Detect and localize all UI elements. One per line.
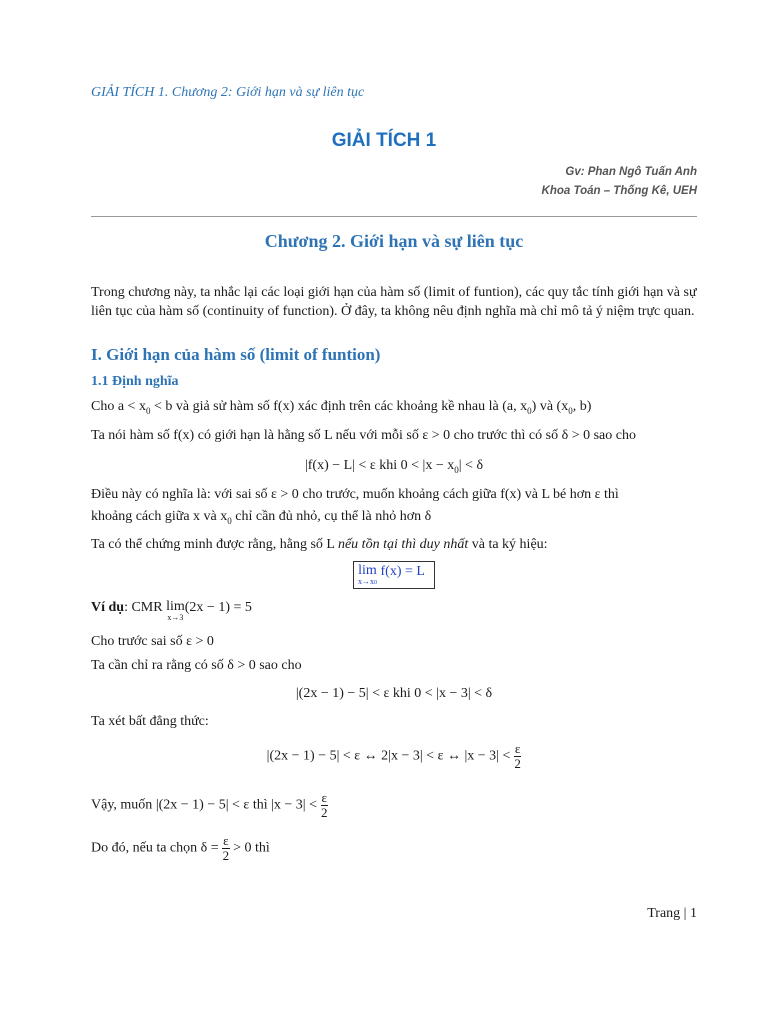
lim-text: lim — [166, 599, 185, 614]
math-inline: |(2x − 1) − 5| < ε — [155, 797, 250, 813]
math-inline: 0 < |x − 3| < δ — [414, 686, 493, 701]
text-line — [91, 634, 214, 650]
limit-operator — [358, 564, 377, 586]
lim-subscript — [358, 578, 377, 586]
text-span: cho trước, muốn khoảng cách giữa — [302, 487, 497, 502]
text-span: Điều này có nghĩa là: với sai số — [91, 487, 268, 502]
text-span: : CMR — [124, 600, 163, 615]
subscript: 0 — [227, 515, 232, 526]
page-title: GIẢI TÍCH 1 — [331, 130, 437, 151]
lim-sub-text: x→x — [358, 577, 374, 586]
math-inline: |(2x − 1) − 5| < ε — [295, 686, 390, 701]
author-block — [542, 163, 697, 201]
equation — [0, 686, 768, 702]
math-inline: ) — [531, 399, 537, 414]
math-inline: (x — [556, 399, 569, 414]
fraction-numerator: ε — [321, 790, 327, 805]
text-line — [91, 537, 548, 553]
math-inline: ε > 0 — [186, 634, 214, 649]
lim-subscript: x→3 — [167, 613, 184, 622]
math-inline: |f(x) − L| < ε — [304, 458, 376, 473]
text-span: và — [539, 399, 554, 414]
limit-notation-box — [353, 561, 435, 589]
lim-text: lim — [358, 563, 377, 578]
math-inline: f(x) — [500, 487, 522, 502]
math-inline: ε > 0 — [422, 428, 451, 443]
text-span: và giả sử hàm số — [175, 399, 270, 414]
section-heading: I. Giới hạn của hàm số (limit of funtion) — [91, 345, 381, 364]
text-span: Cho — [91, 399, 115, 414]
math-inline: f(x) — [173, 428, 195, 443]
text-line — [91, 428, 636, 444]
math-inline: 0 < |x − x — [400, 458, 455, 473]
math-inline: (2x − 1) = 5 — [184, 600, 252, 615]
text-span: thì — [252, 797, 268, 813]
text-span: Do đó, nếu ta chọn — [91, 840, 198, 856]
math-inline: f(x) — [273, 399, 295, 414]
text-line — [91, 658, 302, 674]
math-inline: δ = — [200, 840, 219, 856]
text-line — [91, 834, 270, 862]
math-inline: δ — [424, 509, 432, 524]
math-inline: < b — [153, 399, 173, 414]
text-line — [91, 791, 328, 819]
subscript: 0 — [374, 580, 377, 586]
text-span: khoảng cách giữa x và — [91, 509, 217, 524]
running-header: GIẢI TÍCH 1. Chương 2: Giới hạn và sự liên tục — [91, 85, 365, 100]
example-line — [91, 600, 252, 622]
text-line — [91, 399, 591, 416]
text-span: khi — [392, 686, 411, 701]
text-span: có giới hạn là hằng số L nếu với mỗi số — [197, 428, 419, 443]
fraction-denominator: 2 — [222, 847, 230, 863]
text-span: khi — [379, 458, 398, 473]
text-span: Ta nói hàm số — [91, 428, 170, 443]
math-inline: |(2x − 1) − 5| < ε ↔ 2|x − 3| < ε ↔ |x − 3| < — [266, 748, 511, 764]
equation — [0, 458, 768, 475]
example-label: Ví dụ — [91, 600, 125, 615]
math-inline: ε — [594, 487, 601, 502]
text-span: sao cho — [259, 658, 302, 673]
fraction — [514, 742, 521, 770]
limit-expression: f(x) = L — [380, 564, 425, 579]
fraction — [321, 791, 328, 819]
fraction — [222, 834, 229, 862]
author-name: Gv: Phan Ngô Tuấn Anh — [565, 166, 697, 178]
math-inline: δ > 0 — [227, 658, 256, 673]
text-line — [91, 487, 619, 503]
text-span: thì — [255, 840, 270, 856]
text-span: xác định trên các khoảng kề nhau là — [297, 399, 499, 414]
author-affiliation: Khoa Toán – Thống Kê, UEH — [541, 185, 697, 197]
math-inline: > 0 — [233, 840, 252, 856]
page-number: Trang | 1 — [647, 906, 697, 921]
subscript: 0 — [527, 405, 532, 416]
intro-paragraph: Trong chương này, ta nhắc lại các loại giới hạn của hàm số (limit of funtion), các quy tắc tính giới hạn và sự liên tục của hàm số (continuity of function). Ở đây, ta không nêu định nghĩa mà chỉ mô tả ý niệm trực quan. — [91, 285, 697, 319]
text-span: Ta có thể chứng minh được rằng, hằng số L — [91, 537, 335, 552]
math-inline: x — [220, 509, 228, 524]
text-span: Cho trước sai số — [91, 634, 183, 649]
fraction-numerator: ε — [514, 741, 521, 756]
fraction-denominator: 2 — [514, 755, 521, 771]
limit-operator — [166, 600, 185, 622]
equation — [0, 742, 768, 770]
math-inline: (a, x — [502, 399, 528, 414]
text-span: thì — [604, 487, 619, 502]
text-span: và ta ký hiệu: — [471, 537, 548, 552]
text-span: Vậy, muốn — [91, 797, 153, 813]
math-inline: | < δ — [458, 458, 484, 473]
math-inline: , b) — [572, 399, 592, 414]
text-span: và L bé hơn — [524, 487, 592, 502]
subsection-heading: 1.1 Định nghĩa — [91, 374, 179, 389]
chapter-title: Chương 2. Giới hạn và sự liên tục — [264, 231, 524, 251]
text-line: Ta xét bất đẳng thức: — [91, 714, 209, 729]
emphasis-text: nếu tồn tại thì duy nhất — [337, 537, 469, 552]
text-span: chỉ cần đủ nhỏ, cụ thể là nhỏ hơn — [235, 509, 422, 524]
math-inline: |x − 3| < — [271, 797, 317, 813]
subscript: 0 — [454, 464, 459, 475]
math-inline: ε > 0 — [271, 487, 299, 502]
math-inline: δ > 0 — [561, 428, 591, 443]
math-inline: a < x — [117, 399, 146, 414]
subscript: 0 — [568, 405, 573, 416]
text-span: Ta cần chỉ ra rằng có số — [91, 658, 224, 673]
fraction-denominator: 2 — [320, 804, 328, 820]
subscript: 0 — [145, 405, 151, 416]
text-span: cho trước thì có số — [453, 428, 559, 443]
fraction-numerator: ε — [223, 833, 229, 848]
text-span: sao cho — [593, 428, 636, 443]
text-line — [91, 509, 431, 526]
divider — [91, 216, 697, 217]
